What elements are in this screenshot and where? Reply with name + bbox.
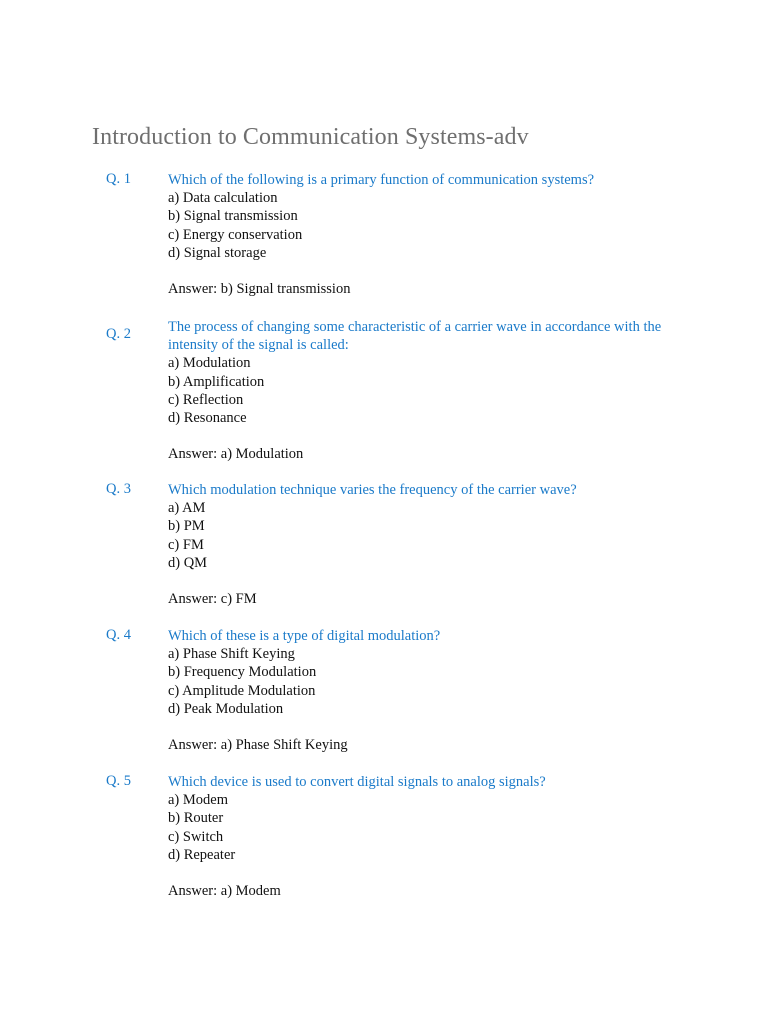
option-a: a) Modulation	[168, 355, 251, 372]
question-body	[168, 171, 680, 298]
question-number: Q. 4	[106, 627, 131, 643]
question-body	[168, 627, 680, 754]
option-a: a) Modem	[168, 792, 228, 809]
question-text: Which modulation technique varies the frequency of the carrier wave?	[168, 482, 577, 498]
question-text: The process of changing some characteristic of a carrier wave in accordance with the intensity of the signal is called:	[168, 319, 662, 354]
option-b: b) Frequency Modulation	[168, 664, 317, 681]
question-number: Q. 3	[106, 481, 131, 497]
answer-text: Answer: c) FM	[168, 591, 257, 608]
option-c: c) Amplitude Modulation	[168, 682, 316, 699]
answer-text: Answer: b) Signal transmission	[168, 281, 351, 298]
option-c: c) Energy conservation	[168, 226, 303, 243]
question-body	[168, 481, 680, 608]
question-number: Q. 1	[106, 171, 131, 187]
option-d: d) Resonance	[168, 410, 247, 427]
option-a: a) Data calculation	[168, 190, 278, 207]
option-b: b) Router	[168, 810, 224, 827]
option-b: b) PM	[168, 518, 205, 535]
option-c: c) FM	[168, 536, 204, 553]
option-b: b) Amplification	[168, 373, 265, 390]
option-d: d) Repeater	[168, 846, 236, 863]
option-c: c) Reflection	[168, 391, 244, 408]
question-text: Which of the following is a primary function of communication systems?	[168, 172, 595, 188]
question-text: Which of these is a type of digital modulation?	[168, 628, 441, 644]
option-d: d) QM	[168, 554, 208, 571]
question-number: Q. 2	[106, 326, 131, 342]
document-title: Introduction to Communication Systems-adv	[92, 124, 529, 150]
answer-text: Answer: a) Phase Shift Keying	[168, 737, 348, 754]
question-body	[168, 318, 680, 464]
option-d: d) Peak Modulation	[168, 700, 284, 717]
answer-text: Answer: a) Modem	[168, 883, 281, 900]
option-a: a) Phase Shift Keying	[168, 646, 295, 663]
question-text: Which device is used to convert digital signals to analog signals?	[168, 774, 546, 790]
option-d: d) Signal storage	[168, 244, 267, 261]
question-body	[168, 773, 680, 900]
option-a: a) AM	[168, 500, 206, 517]
option-b: b) Signal transmission	[168, 208, 298, 225]
option-c: c) Switch	[168, 828, 224, 845]
question-number: Q. 5	[106, 773, 131, 789]
answer-text: Answer: a) Modulation	[168, 446, 304, 463]
